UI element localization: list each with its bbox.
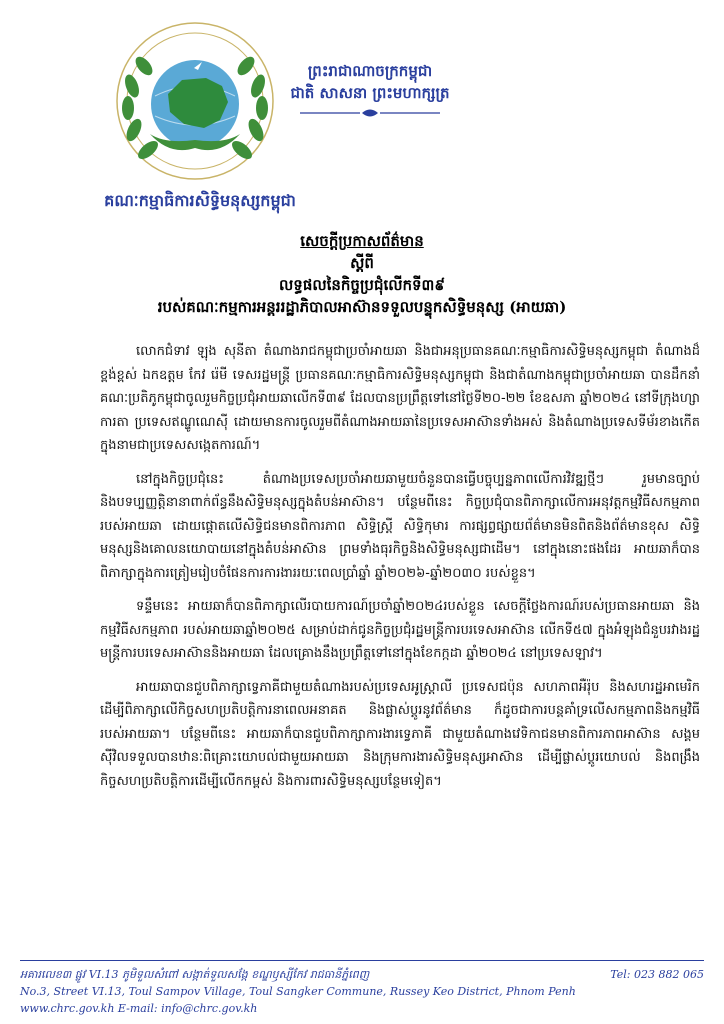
footer-divider (20, 960, 704, 961)
footer-address-en: No.3, Street VI.13, Toul Sampov Village, Toul Sangker Commune, Russey Keo District, Phnom Penh (20, 985, 576, 998)
footer-web-email[interactable]: www.chrc.gov.kh E-mail: info@chrc.gov.kh (20, 1002, 258, 1015)
motto-nation-religion-king: ជាតិ សាសនា ព្រះមហាក្សត្រ (290, 84, 450, 102)
document-title-subject: លទ្ធផលនៃកិច្ចប្រជុំលើកទី៣៩ (279, 276, 445, 294)
document-title-body: របស់គណៈកម្មការអន្តររដ្ឋាភិបាលអាស៊ានទទួលបន្ទុកសិទ្ធិមនុស្ស (អាយឆា) (157, 298, 567, 316)
paragraph: ទន្ទឹមនេះ អាយឆាក៏បានពិភាក្សាលើរបាយការណ៍ប្រចាំឆ្នាំ២០២៤របស់ខ្លួន សេចក្តីថ្លែងការណ៍របស់ប្រធានអាយឆា និងកម្មវិធីសកម្មភាព របស់អាយឆាឆ្នាំ២០២៥ សម្រាប់ដាក់ជូនកិច្ចប្រជុំរដ្ឋមន្ត្រីការបរទេសអាស៊ាន លើកទី៥៧ ក្នុងអំឡុងជំនួបរវាងរដ្ឋមន្ត្រីការបរទេសអាស៊ាននិងអាយឆា ដែលគ្រោងនឹងប្រព្រឹត្តទៅនៅក្នុងខែកក្កដា ឆ្នាំ២០២៤ នៅប្រទេសឡាវ។ (100, 599, 700, 661)
document-title-about: ស្តីពី (350, 254, 374, 272)
paragraph: លោកជំទាវ ឡុង សុនីតា តំណាងរាជកម្ពុជាប្រចាំអាយឆា និងជាអនុប្រធានគណៈកម្មាធិការសិទ្ធិមនុស្សកម្ពុជា តំណាងដ៏ខ្ពង់ខ្ពស់ ឯកឧត្តម កែវ រ៉េមី ទេសរដ្ឋមន្ត្រី ប្រធានគណៈកម្មាធិការសិទ្ធិមនុស្សកម្ពុជា និងជាតំណាងកម្ពុជាប្រចាំអាយឆា បានដឹកនាំគណៈប្រតិភូកម្ពុជាចូលរួមកិច្ចប្រជុំអាយឆាលើកទី៣៩ ដែលបានប្រព្រឹត្តទៅនៅថ្ងៃទី២០-២២ ខែឧសភា ឆ្នាំ២០២៤ នៅទីក្រុងហ្សាការតា ប្រទេសឥណ្ឌូណេស៊ី ដោយមានការចូលរួមពីតំណាងអាយឆានៃប្រទេសអាស៊ានទាំងអស់ និងតំណាងប្រទេសទីម័រខាងកើតក្នុងនាមជាប្រទេសសង្កេតការណ៍។ (100, 344, 700, 453)
motto-kingdom: ព្រះរាជាណាចក្រកម្ពុជា (307, 62, 433, 80)
document-body (100, 340, 700, 803)
organization-name: គណៈកម្មាធិការសិទ្ធិមនុស្សកម្ពុជា (104, 191, 296, 210)
ornament-icon (270, 106, 470, 120)
paragraph: អាយឆាបានជួបពិភាក្សាទ្វេភាគីជាមួយតំណាងរបស់ប្រទេសអូស្ត្រាលី ប្រទេសជប៉ុន សហភាពអឺរ៉ុប និងសហរដ្ឋអាមេរិក ដើម្បីពិភាក្សាលើកិច្ចសហប្រតិបត្តិការនាពេលអនាគត និងផ្លាស់ប្តូរនូវព័ត៌មាន ក៏ដូចជាការបន្តគាំទ្រលើសកម្មភាពនិងកម្មវិធីរបស់អាយឆា។ បន្ថែមពីនេះ អាយឆាក៏បានជួបពិភាក្សាការងារទ្វេភាគី ជាមួយតំណាងវេទិកាជនមានពិការភាពអាស៊ាន សង្គមស៊ីវិលទទួលបានឋានៈពិគ្រោះយោបល់ជាមួយអាយឆា និងក្រុមការងារសិទ្ធិមនុស្សអាស៊ាន ដើម្បីផ្លាស់ប្តូរយោបល់ និងពង្រឹងកិច្ចសហប្រតិបត្តិការដើម្បីលើកកម្ពស់ និងការពារសិទ្ធិមនុស្សបន្ថែមទៀត។ (100, 679, 700, 789)
footer (20, 966, 704, 1017)
document-titles (40, 230, 684, 318)
national-motto (250, 60, 490, 124)
footer-tel: Tel: 023 882 065 (610, 968, 704, 981)
document-title: សេចក្តីប្រកាសព័ត៌មាន (300, 232, 424, 250)
footer-address-kh: អគារលេខ៣ ផ្លូវ VI.13 ភូមិទួលសំពៅ សង្កាត់ទួលសង្កែ ខណ្ឌឫស្សីកែវ រាជធានីភ្នំពេញ (20, 968, 370, 981)
paragraph: នៅក្នុងកិច្ចប្រជុំនេះ តំណាងប្រទេសប្រចាំអាយឆាមួយចំនួនបានធ្វើបច្ចុប្បន្នភាពលើការវិវឌ្ឍថ្មីៗ រួមមានច្បាប់ និងបទប្បញ្ញត្តិនានាពាក់ព័ន្ធនឹងសិទ្ធិមនុស្សក្នុងតំបន់អាស៊ាន។ បន្ថែមពីនេះ កិច្ចប្រជុំបានពិភាក្សាលើការអនុវត្តកម្មវិធីសកម្មភាពរបស់អាយឆា ដោយផ្តោតលើសិទ្ធិជនមានពិការភាព សិទ្ធិស្ត្រី សិទ្ធិកុមារ ការផ្សព្វផ្សាយព័ត៌មានមិនពិតនិងព័ត៌មានខុស សិទ្ធិមនុស្សនិងគោលនយោបាយនៅក្នុងតំបន់អាស៊ាន ព្រមទាំងធុរកិច្ចនិងសិទ្ធិមនុស្សជាដើម។ នៅក្នុងនោះផងដែរ អាយឆាក៏បានពិភាក្សាក្នុងការត្រៀមរៀបចំផែនការការងាររយៈពេលប្រាំឆ្នាំ ឆ្នាំ២០២៦-ឆ្នាំ២០៣០ របស់ខ្លួន។ (100, 471, 700, 581)
